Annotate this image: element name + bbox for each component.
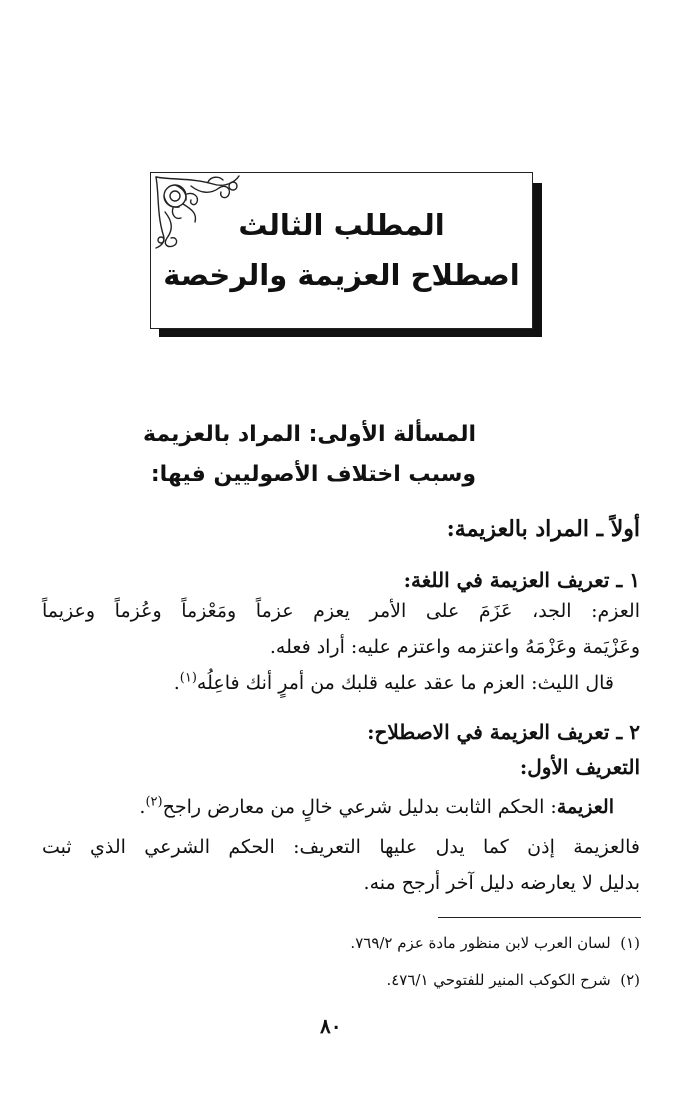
footnote-ref-1: (١) [179,670,197,686]
footnote-1 [350,934,640,952]
chapter-title-box [150,172,533,329]
def1-line [139,796,614,818]
explain-line1: فالعزيمة إذن كما يدل عليها التعريف: الحكم الشرعي الذي ثبت [42,836,640,858]
part1-heading: أولاً ـ المراد بالعزيمة: [446,516,640,542]
quote-end: . [173,672,180,694]
page-number: ٨٠ [320,1014,342,1038]
sub1-heading: ١ ـ تعريف العزيمة في اللغة: [403,568,640,592]
def1-heading: التعريف الأول: [519,755,640,779]
def1-end: . [139,796,146,818]
quote-text: قال الليث: العزم ما عقد عليه قلبك من أمرٍ أنك فاعِلُه [196,672,614,694]
chapter-subtitle: اصطلاح العزيمة والرخصة [163,258,520,292]
footnote-1-number: (١) [620,934,640,952]
sub1-quote [174,672,614,694]
section-heading-line1: المسألة الأولى: المراد بالعزيمة [143,422,476,447]
section-heading-line2: وسبب اختلاف الأصوليين فيها: [150,462,476,487]
footnote-2 [386,971,640,989]
def1-term: العزيمة [556,796,614,818]
footnote-ref-2: (٢) [145,794,163,810]
explain-line2: بدليل لا يعارضه دليل آخر أرجح منه. [363,872,640,894]
footnote-1-text: لسان العرب لابن منظور مادة عزم ٧٦٩/٢. [350,934,611,952]
sub1-line2: وعَزْيَمة وعَزْمَهُ واعتزمه واعتزم عليه: أراد فعله. [269,636,640,658]
sub1-line1: العزم: الجد، عَزَمَ على الأمر يعزم عزماً ومَعْزماً وعُزماً وعزيماً [42,600,640,622]
def1-text: : الحكم الثابت بدليل شرعي خالٍ من معارض راجح [162,796,557,818]
chapter-title: المطلب الثالث [238,208,445,242]
footnote-2-number: (٢) [620,971,640,989]
footnote-2-text: شرح الكوكب المنير للفتوحي ٤٧٦/١. [386,971,611,989]
footnote-separator [438,917,641,918]
sub2-heading: ٢ ـ تعريف العزيمة في الاصطلاح: [367,720,640,744]
